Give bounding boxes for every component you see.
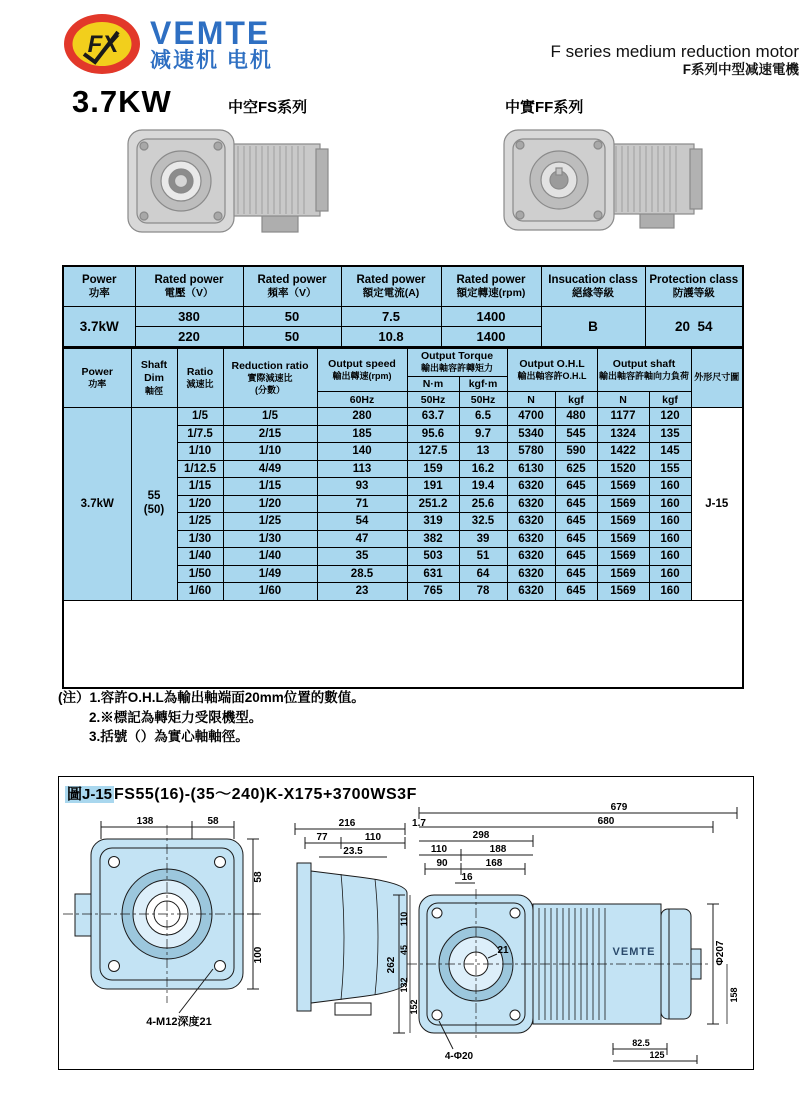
table-cell: 1/60 — [223, 583, 317, 601]
dim-label: 58 — [207, 816, 219, 827]
shaft-dim: 55 — [147, 489, 161, 502]
header-cell: Reduction ratio 實際減速比 (分數） — [223, 348, 317, 408]
table-cell: 645 — [555, 495, 597, 513]
dim-label: 262 — [386, 956, 397, 974]
table-cell: 1/20 — [223, 495, 317, 513]
table-cell: 93 — [317, 478, 407, 496]
table-cell: 319 — [407, 513, 459, 531]
fs-motor-photo — [112, 122, 350, 240]
table-cell: 71 — [317, 495, 407, 513]
dim-label: 110 — [364, 832, 382, 843]
table-cell: 1/7.5 — [177, 425, 223, 443]
header-en: Insucation class — [548, 273, 638, 286]
table-row — [63, 307, 743, 327]
table-cell: 645 — [555, 548, 597, 566]
dim-label: 152 — [409, 999, 419, 1015]
brand-subtitle: 减速机 电机 — [150, 48, 273, 72]
table-cell: 1/25 — [223, 513, 317, 531]
table-cell: 1/15 — [177, 478, 223, 496]
table-cell: 6320 — [507, 583, 555, 601]
table-cell: 6320 — [507, 495, 555, 513]
table-cell: 191 — [407, 478, 459, 496]
table-cell: 54 — [317, 513, 407, 531]
logo-badge-icon — [62, 12, 142, 76]
table-cell: 251.2 — [407, 495, 459, 513]
table-cell: 155 — [649, 460, 691, 478]
dim-label: 138 — [136, 816, 154, 827]
table-cell: 160 — [649, 565, 691, 583]
header-cell: Ratio 減速比 — [177, 348, 223, 408]
table-cell: 47 — [317, 530, 407, 548]
table-cell: 1/10 — [177, 443, 223, 461]
table-cell: 39 — [459, 530, 507, 548]
table-cell: 63.7 — [407, 408, 459, 426]
dim-label: 45 — [399, 944, 409, 956]
header-en: Power — [81, 273, 117, 286]
shaft-dim-cell — [131, 408, 177, 601]
table-cell: 50 — [243, 327, 341, 348]
table-cell: 1/12.5 — [177, 460, 223, 478]
table-cell: 13 — [459, 443, 507, 461]
table-cell: 545 — [555, 425, 597, 443]
table-cell: 220 — [135, 327, 243, 348]
table-cell: 1/40 — [223, 548, 317, 566]
table-cell: 135 — [649, 425, 691, 443]
dim-label: 100 — [253, 946, 264, 964]
table-cell: 160 — [649, 478, 691, 496]
table-cell: 6.5 — [459, 408, 507, 426]
technical-drawing — [61, 803, 751, 1065]
table-cell: 6130 — [507, 460, 555, 478]
table-cell: 16.2 — [459, 460, 507, 478]
header-en: Rated power — [257, 273, 327, 286]
notes — [58, 688, 365, 747]
header-en: Protection class — [649, 273, 739, 286]
drawing-ref-tag: 圖J-15 — [67, 786, 113, 803]
table-cell: 1/40 — [177, 548, 223, 566]
dim-label: 21 — [497, 945, 509, 956]
table-cell: 95.6 — [407, 425, 459, 443]
table-cell: 380 — [135, 307, 243, 327]
header-zh: 絕緣等級 — [572, 287, 614, 300]
page-titles — [551, 42, 799, 77]
bolt-spec-label: 4-Φ20 — [444, 1051, 474, 1062]
dim-label: 1.7 — [412, 818, 426, 829]
header-cell: kgf — [649, 392, 691, 408]
header-cell — [541, 266, 645, 307]
header-cell — [341, 266, 441, 307]
table-cell: 645 — [555, 478, 597, 496]
header-cell: Shaft Dim 軸徑 — [131, 348, 177, 408]
table-cell: 765 — [407, 583, 459, 601]
table-cell: 10.8 — [341, 327, 441, 348]
dim-label: 132 — [399, 977, 409, 993]
table-cell: 1569 — [597, 548, 649, 566]
table-cell: 160 — [649, 513, 691, 531]
table-cell: 1/30 — [177, 530, 223, 548]
table-cell: 645 — [555, 565, 597, 583]
dim-label: 90 — [436, 858, 448, 869]
header-en: Rated power — [456, 273, 526, 286]
table-cell: 7.5 — [341, 307, 441, 327]
table-cell: 6320 — [507, 548, 555, 566]
header-cell: Output O.H.L 輸出軸容許O.H.L — [507, 348, 597, 392]
header-zh: 額定電流(A) — [362, 287, 420, 300]
protection-class-cell: 20 54 — [645, 307, 743, 348]
dim-label: 16 — [461, 872, 473, 883]
motor-brand-label: VEMTE — [612, 946, 656, 958]
table-cell: 6320 — [507, 513, 555, 531]
table-cell: 1/49 — [223, 565, 317, 583]
table-cell: 1400 — [441, 327, 541, 348]
dim-label: Φ207 — [715, 940, 726, 966]
ff-motor-photo — [482, 124, 722, 236]
table-cell: 127.5 — [407, 443, 459, 461]
table-cell: 159 — [407, 460, 459, 478]
logo-badge-text: FX — [87, 31, 119, 58]
dim-label: 110 — [399, 911, 409, 927]
table-cell: 6320 — [507, 530, 555, 548]
table-cell: 28.5 — [317, 565, 407, 583]
table-cell: 1324 — [597, 425, 649, 443]
dim-label: 168 — [485, 858, 503, 869]
table-cell: 5780 — [507, 443, 555, 461]
insulation-class-cell: B — [541, 307, 645, 348]
dim-label: 679 — [610, 803, 628, 813]
assembly-view-drawing — [386, 803, 739, 1064]
table-cell: 4/49 — [223, 460, 317, 478]
header-zh: 電壓（V） — [164, 287, 214, 300]
table-cell: 280 — [317, 408, 407, 426]
table-row — [63, 266, 743, 307]
dim-label: 298 — [472, 830, 490, 841]
power-cell: 3.7kW — [63, 408, 131, 601]
table-cell: 160 — [649, 548, 691, 566]
dim-label: 82.5 — [632, 1038, 650, 1048]
table-cell: 1569 — [597, 478, 649, 496]
header-cell: 50Hz — [407, 392, 459, 408]
header-zh: 功率 — [88, 287, 110, 300]
dim-label: 23.5 — [343, 846, 363, 857]
table-cell: 1/20 — [177, 495, 223, 513]
brand-logo — [62, 12, 273, 76]
table-cell: 9.7 — [459, 425, 507, 443]
header-cell: Output Torque 輸出軸容許轉矩力 — [407, 348, 507, 377]
table-row — [63, 600, 743, 688]
title-chinese: F系列中型减速電機 — [682, 61, 799, 77]
table-cell: 1569 — [597, 513, 649, 531]
header-cell: kgf — [555, 392, 597, 408]
front-view-drawing — [63, 816, 264, 1028]
table-cell: 1400 — [441, 307, 541, 327]
table-cell: 2/15 — [223, 425, 317, 443]
dim-label: 58 — [253, 871, 264, 883]
table-cell: 50 — [243, 307, 341, 327]
table-cell: 645 — [555, 513, 597, 531]
table-cell: 625 — [555, 460, 597, 478]
table-cell: 6320 — [507, 478, 555, 496]
header-cell — [441, 266, 541, 307]
note-line: 2.※標記為轉矩力受限機型。 — [89, 709, 263, 725]
header-zh: 防護等級 — [672, 287, 715, 300]
table-row — [63, 408, 743, 426]
dim-label: 188 — [489, 844, 507, 855]
dim-label: 125 — [649, 1050, 665, 1060]
table-cell: 160 — [649, 583, 691, 601]
table-cell: 51 — [459, 548, 507, 566]
table-cell: 631 — [407, 565, 459, 583]
header-zh: 頻率（V） — [267, 287, 317, 300]
header-cell: kgf·m — [459, 377, 507, 392]
table-cell: 4700 — [507, 408, 555, 426]
series-label-ff: 中實FF系列 — [505, 99, 584, 116]
table-cell: 1/50 — [177, 565, 223, 583]
dim-label: 110 — [430, 844, 448, 855]
table-cell: 1177 — [597, 408, 649, 426]
header-en: Rated power — [356, 273, 426, 286]
table-cell: 1520 — [597, 460, 649, 478]
series-label-fs: 中空FS系列 — [228, 99, 308, 116]
header-cell: N — [597, 392, 649, 408]
table-cell: 185 — [317, 425, 407, 443]
table-cell: 32.5 — [459, 513, 507, 531]
header-cell: Output shaft 輸出軸容許軸向力負荷 — [597, 348, 691, 392]
table-cell: 35 — [317, 548, 407, 566]
header-cell: 60Hz — [317, 392, 407, 408]
table-cell: 645 — [555, 583, 597, 601]
header-cell: Power 功率 — [63, 348, 131, 408]
dimension-ref-cell: J-15 — [691, 408, 743, 601]
table-cell: 645 — [555, 530, 597, 548]
table-cell: 140 — [317, 443, 407, 461]
dimension-drawing-panel — [58, 776, 754, 1070]
power-cell: 3.7kW — [63, 307, 135, 348]
table-cell: 480 — [555, 408, 597, 426]
table-cell: 1/10 — [223, 443, 317, 461]
dim-label: 158 — [729, 987, 739, 1003]
note-line: 3.括號（）為實心軸軸徑。 — [89, 729, 249, 745]
table-cell: 1/60 — [177, 583, 223, 601]
table-cell: 590 — [555, 443, 597, 461]
table-cell: 145 — [649, 443, 691, 461]
header-en: Rated power — [154, 273, 224, 286]
table-cell: 6320 — [507, 565, 555, 583]
table-cell: 1569 — [597, 565, 649, 583]
table-cell: 1569 — [597, 583, 649, 601]
note-line: (注）1.容許O.H.L為輸出軸端面20mm位置的數值。 — [58, 690, 365, 705]
empty-cell — [63, 600, 743, 688]
bolt-spec-label: 4-M12深度21 — [146, 1016, 212, 1028]
header-cell — [645, 266, 743, 307]
table-cell: 1/5 — [177, 408, 223, 426]
dim-label: 216 — [338, 818, 356, 829]
table-cell: 19.4 — [459, 478, 507, 496]
table-cell: 1569 — [597, 495, 649, 513]
table-cell: 1422 — [597, 443, 649, 461]
dim-label: 680 — [597, 816, 615, 827]
table-cell: 1/15 — [223, 478, 317, 496]
title-english: F series medium reduction motor — [550, 42, 799, 61]
table-cell: 1/30 — [223, 530, 317, 548]
dim-label: 77 — [316, 832, 328, 843]
table-cell: 5340 — [507, 425, 555, 443]
header-cell — [63, 266, 135, 307]
header-cell: 外形尺寸圖 — [691, 348, 743, 408]
header-cell: N — [507, 392, 555, 408]
drawing-title — [65, 781, 417, 804]
drawing-model-code: FS55(16)-(35～240)K-X175+3700WS3F — [114, 786, 417, 803]
table-cell: 160 — [649, 495, 691, 513]
table-cell: 25.6 — [459, 495, 507, 513]
header-cell: N·m — [407, 377, 459, 392]
header-zh: 額定轉速(rpm) — [456, 287, 526, 300]
rated-power-table — [62, 265, 744, 348]
table-cell: 503 — [407, 548, 459, 566]
brand-name: VEMTE — [150, 14, 271, 51]
header-cell: Output speed 輸出轉速(rpm) — [317, 348, 407, 392]
table-cell: 113 — [317, 460, 407, 478]
power-rating-title: 3.7KW — [72, 84, 172, 119]
table-cell: 160 — [649, 530, 691, 548]
specification-table — [62, 347, 744, 689]
table-cell: 120 — [649, 408, 691, 426]
table-cell: 78 — [459, 583, 507, 601]
table-cell: 1/5 — [223, 408, 317, 426]
table-cell: 382 — [407, 530, 459, 548]
table-cell: 64 — [459, 565, 507, 583]
table-cell: 1569 — [597, 530, 649, 548]
header-cell — [135, 266, 243, 307]
table-cell: 1/25 — [177, 513, 223, 531]
header-cell — [243, 266, 341, 307]
table-row — [63, 348, 743, 377]
header-cell: 50Hz — [459, 392, 507, 408]
shaft-dim-alt: (50) — [143, 503, 165, 516]
table-cell: 23 — [317, 583, 407, 601]
